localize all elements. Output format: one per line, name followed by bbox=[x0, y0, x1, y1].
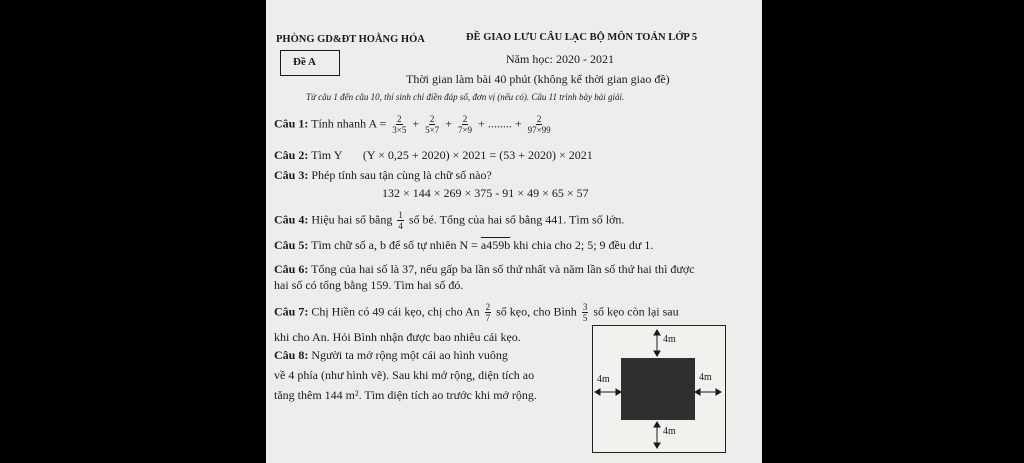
exam-title: ĐỀ GIAO LƯU CÂU LẠC BỘ MÔN TOÁN LỚP 5 bbox=[466, 32, 698, 43]
q1-text: Tính nhanh A = bbox=[311, 116, 387, 131]
org-name: PHÒNG GD&ĐT HOẰNG HÓA bbox=[276, 34, 425, 45]
q1-frac-3 bbox=[457, 114, 473, 135]
question-1 bbox=[274, 114, 554, 135]
q1-f2-den: 5×7 bbox=[425, 125, 440, 135]
q1-op-1: + bbox=[412, 116, 420, 131]
exam-code-box: Đề A bbox=[280, 50, 340, 76]
q8-line-2: về 4 phía (như hình vẽ). Sau khi mở rộng, diện tích ao bbox=[274, 368, 535, 382]
q6-label: Câu 6: bbox=[274, 262, 309, 276]
q7-line-2: khi cho An. Hỏi Bình nhận được bao nhiêu cái kẹo. bbox=[274, 330, 521, 344]
q7-frac-2 bbox=[582, 302, 589, 323]
q1-op-3: + ........ + bbox=[478, 116, 522, 131]
q4-den: 4 bbox=[398, 221, 403, 231]
q1-f4-num: 2 bbox=[536, 114, 542, 124]
bottom-arrowhead-down bbox=[654, 443, 660, 448]
q7-pre: Chị Hiền có 49 cái kẹo, chị cho An bbox=[311, 304, 480, 319]
figure-arrows bbox=[593, 326, 725, 452]
question-6 bbox=[274, 262, 695, 277]
q4-label: Câu 4: bbox=[274, 212, 309, 227]
q4-post: số bé. Tổng của hai số bằng 441. Tìm số lớn. bbox=[408, 212, 625, 227]
q7-post: số kẹo còn lại sau bbox=[593, 304, 679, 319]
left-arrowhead-right bbox=[616, 389, 621, 395]
q1-frac-1 bbox=[391, 114, 407, 135]
left-arrowhead-left bbox=[595, 389, 600, 395]
question-5 bbox=[274, 238, 653, 253]
q1-f1-num: 2 bbox=[397, 114, 402, 124]
q2-label: Câu 2: bbox=[274, 148, 309, 162]
q6-line-1: Tổng của hai số là 37, nếu gấp ba lần số thứ nhất và năm lần số thứ hai thì được bbox=[311, 262, 695, 276]
q1-f4-den: 97×99 bbox=[527, 125, 551, 135]
q4-num: 1 bbox=[398, 210, 403, 220]
question-7 bbox=[274, 302, 679, 323]
q7-f2-den: 5 bbox=[582, 313, 588, 323]
instruction: Từ câu 1 đến câu 10, thí sinh chỉ điền đáp số, đơn vị (nếu có). Câu 11 trình bày bài giải. bbox=[306, 92, 625, 102]
q7-label: Câu 7: bbox=[274, 304, 309, 319]
q8-line-3: tăng thêm 144 m². Tìm diện tích ao trước khi mở rộng. bbox=[274, 388, 537, 402]
q4-frac bbox=[397, 210, 404, 231]
exam-time: Thời gian làm bài 40 phút (không kể thời gian giao đề) bbox=[406, 72, 670, 86]
question-4 bbox=[274, 210, 624, 231]
school-year: Năm học: 2020 - 2021 bbox=[506, 52, 614, 66]
question-3 bbox=[274, 168, 492, 183]
q3-expression: 132 × 144 × 269 × 375 - 91 × 49 × 65 × 57 bbox=[382, 186, 589, 200]
q1-f3-num: 2 bbox=[462, 114, 468, 124]
pond-figure bbox=[592, 325, 726, 453]
q7-frac-1 bbox=[485, 302, 492, 323]
label-right: 4m bbox=[699, 372, 712, 383]
q7-mid: số kẹo, cho Bình bbox=[496, 304, 577, 319]
label-bottom: 4m bbox=[663, 426, 676, 437]
q5-pre: Tìm chữ số a, b để số tự nhiên N = bbox=[311, 238, 478, 252]
q7-f2-num: 3 bbox=[582, 302, 588, 312]
question-2 bbox=[274, 148, 593, 163]
q5-label: Câu 5: bbox=[274, 238, 309, 252]
q1-f1-den: 3×5 bbox=[392, 125, 407, 135]
q2-text: Tìm Y (Y × 0,25 + 2020) × 2021 = (53 + 2020) × 2021 bbox=[311, 148, 593, 162]
q1-frac-2 bbox=[424, 114, 440, 135]
q7-f1-num: 2 bbox=[485, 302, 491, 312]
q7-f1-den: 7 bbox=[485, 313, 491, 323]
q5-number: a459b bbox=[480, 238, 511, 252]
label-top: 4m bbox=[663, 334, 676, 345]
q8-label: Câu 8: bbox=[274, 348, 309, 362]
top-arrowhead-up bbox=[654, 330, 660, 335]
right-arrowhead-right bbox=[716, 389, 721, 395]
q1-frac-4 bbox=[527, 114, 552, 135]
q5-post: khi chia cho 2; 5; 9 đều dư 1. bbox=[513, 238, 654, 252]
q8-line-1: Người ta mở rộng một cái ao hình vuông bbox=[311, 348, 508, 362]
right-arrowhead-left bbox=[695, 389, 700, 395]
top-arrowhead-down bbox=[654, 351, 660, 356]
label-left: 4m bbox=[597, 374, 610, 385]
q3-label: Câu 3: bbox=[274, 168, 309, 182]
q1-f3-den: 7×9 bbox=[457, 125, 473, 135]
exam-paper bbox=[266, 0, 762, 463]
q1-op-2: + bbox=[445, 116, 452, 131]
q1-f2-num: 2 bbox=[429, 114, 435, 124]
bottom-arrowhead-up bbox=[654, 422, 660, 427]
q1-label: Câu 1: bbox=[274, 116, 309, 131]
q6-line-2: hai số có tổng bằng 159. Tìm hai số đó. bbox=[274, 278, 464, 292]
q4-pre: Hiệu hai số bằng bbox=[311, 212, 393, 227]
q3-text: Phép tính sau tận cùng là chữ số nào? bbox=[311, 168, 492, 182]
question-8 bbox=[274, 348, 508, 363]
